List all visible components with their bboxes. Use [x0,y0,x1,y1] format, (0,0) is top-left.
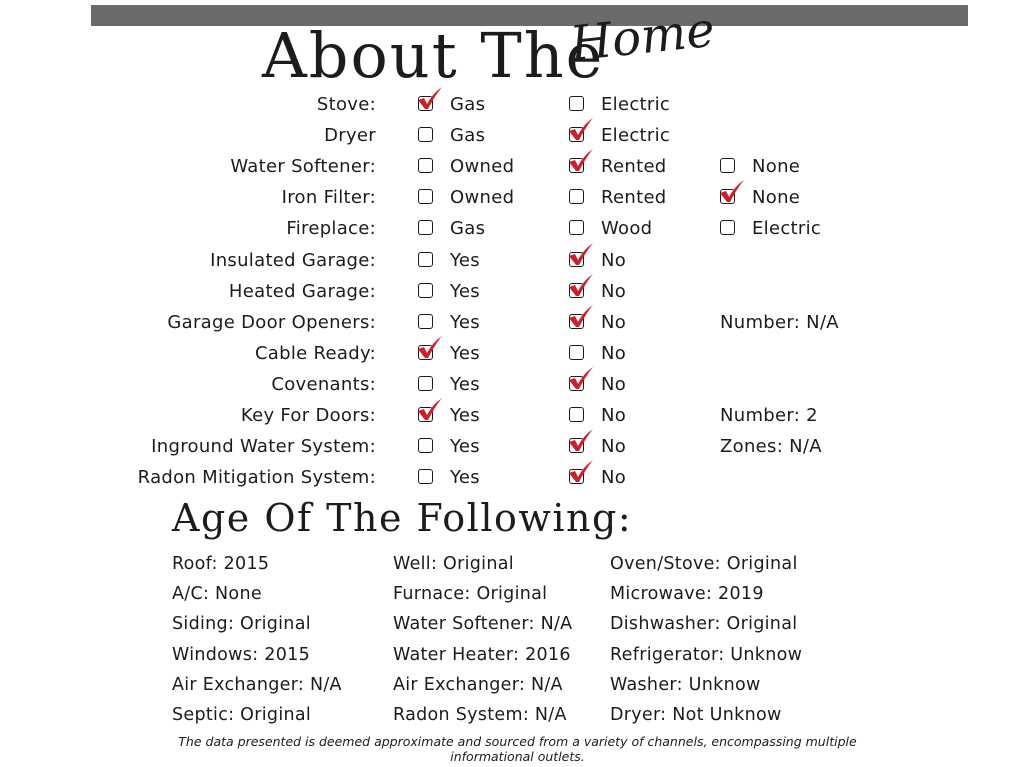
checklist-row-label: Stove: [316,94,376,115]
checkbox-option-label: Yes [450,405,480,426]
checklist-row-note: Number: N/A [720,311,839,333]
checklist-row-label: Iron Filter: [281,187,376,209]
page-title: About The [262,19,605,92]
checklist-row [0,434,1024,462]
checkmark-icon [566,116,596,142]
checkbox-option-label: Owned [450,156,515,178]
checkbox[interactable] [418,376,433,391]
checkbox-option-label: Yes [450,373,480,395]
checkbox-option-label: No [601,467,627,489]
age-item: Microwave: 2019 [610,584,764,605]
checkbox[interactable] [418,189,433,204]
checkbox-option-label: Wood [601,218,653,240]
checkmark-icon [717,178,747,204]
checklist-row-label: Covenants: [271,373,376,395]
page-title-script: Home [567,1,718,73]
checkbox[interactable] [418,127,433,142]
checkbox-option-label: No [601,373,627,395]
checkmark-icon [566,303,596,329]
age-item: Windows: 2015 [172,644,311,665]
checkbox-option-label: Yes [450,311,480,333]
checkbox-option-label: Gas [450,94,486,115]
checkmark-icon [415,334,445,360]
checklist-row-label: Cable Ready: [254,342,376,364]
checkbox[interactable] [720,158,735,173]
checklist-row [0,123,1024,151]
checklist-row-label: Key For Doors: [240,405,376,426]
checkbox-option-label: No [601,280,627,302]
checkbox[interactable] [418,283,433,298]
checkbox[interactable] [418,314,433,329]
checklist-row [0,154,1024,182]
checklist-row [0,403,1024,431]
checkbox-option-label: Yes [450,249,480,271]
age-item: Furnace: Original [393,584,548,605]
age-item: Well: Original [393,554,514,574]
checkbox[interactable] [569,96,584,111]
checkbox-option-label: Electric [601,94,671,115]
checklist-row [0,216,1024,244]
checkbox[interactable] [418,252,433,267]
age-item: Air Exchanger: N/A [393,674,563,695]
checklist-row-label: Radon Mitigation System: [137,467,376,489]
age-column [172,550,342,731]
checkbox-option-label: Gas [450,218,486,240]
checkbox-option-label: Electric [752,218,822,240]
checkbox[interactable] [418,438,433,453]
age-column [393,550,572,731]
checkbox[interactable] [418,158,433,173]
age-item: Air Exchanger: N/A [172,674,342,695]
checkbox-option-label: No [601,249,627,271]
checklist-row [0,92,1024,120]
checkmark-icon [415,85,445,111]
checkmark-icon [415,396,445,422]
checkbox[interactable] [418,469,433,484]
disclaimer-line: informational outlets. [450,749,585,764]
age-item: Water Heater: 2016 [393,644,571,665]
age-item: Roof: 2015 [172,554,270,574]
checkbox-option-label: Rented [601,156,667,178]
checkmark-icon [566,272,596,298]
age-item: Septic: Original [172,704,312,725]
checkbox[interactable] [569,220,584,235]
checkbox-option-label: Owned [450,187,515,209]
checklist-row-label: Heated Garage: [228,280,376,302]
checklist-row [0,465,1024,493]
checkbox-option-label: No [601,311,627,333]
checklist-row-note: Number: 2 [720,405,818,426]
age-heading: Age Of The Following: [172,496,633,540]
disclaimer-line: The data presented is deemed approximate and sourced from a variety of channels, encompassing multiple [178,734,857,749]
checkbox-option-label: Yes [450,280,480,302]
checkbox-option-label: Yes [450,467,480,489]
age-item: Dishwasher: Original [610,614,798,635]
checklist-row-label: Inground Water System: [151,436,376,458]
checkmark-icon [566,458,596,484]
age-item: Radon System: N/A [393,704,567,725]
checkbox-option-label: None [752,156,801,178]
checkbox[interactable] [569,345,584,360]
checkbox-option-label: No [601,436,627,458]
checkmark-icon [566,427,596,453]
checklist-row-label: Garage Door Openers: [167,311,376,333]
checkbox-option-label: Yes [450,436,480,458]
checklist-row [0,341,1024,369]
checklist-row-note: Zones: N/A [720,436,822,458]
checkbox-option-label: No [601,405,627,426]
checklist-row [0,185,1024,213]
age-item: Oven/Stove: Original [610,554,798,574]
age-item: Siding: Original [172,614,311,635]
disclaimer [150,734,885,764]
checklist-row [0,372,1024,400]
checkbox-option-label: No [601,342,627,364]
checklist-row [0,248,1024,276]
checklist-row-label: Fireplace: [286,218,376,240]
checklist-row [0,279,1024,307]
checkmark-icon [566,147,596,173]
checkmark-icon [566,241,596,267]
age-item: Refrigerator: Unknow [610,644,803,665]
checklist-row-label: Water Softener: [230,156,376,178]
checklist-row [0,310,1024,338]
checkbox-option-label: Yes [450,342,480,364]
checklist-row-label: Dryer [324,125,376,147]
checkbox-option-label: Gas [450,125,486,147]
checkbox[interactable] [418,220,433,235]
age-item: Washer: Unknow [610,674,761,695]
checkbox-option-label: Electric [601,125,671,147]
age-column [610,550,802,731]
age-item: A/C: None [172,584,262,605]
age-item: Dryer: Not Unknow [610,704,782,725]
checkbox[interactable] [720,220,735,235]
checkbox-option-label: Rented [601,187,667,209]
checkbox[interactable] [569,407,584,422]
checkbox[interactable] [569,189,584,204]
checkbox-option-label: None [752,187,801,209]
age-item: Water Softener: N/A [393,614,573,635]
checkmark-icon [566,365,596,391]
checklist-row-label: Insulated Garage: [210,249,376,271]
